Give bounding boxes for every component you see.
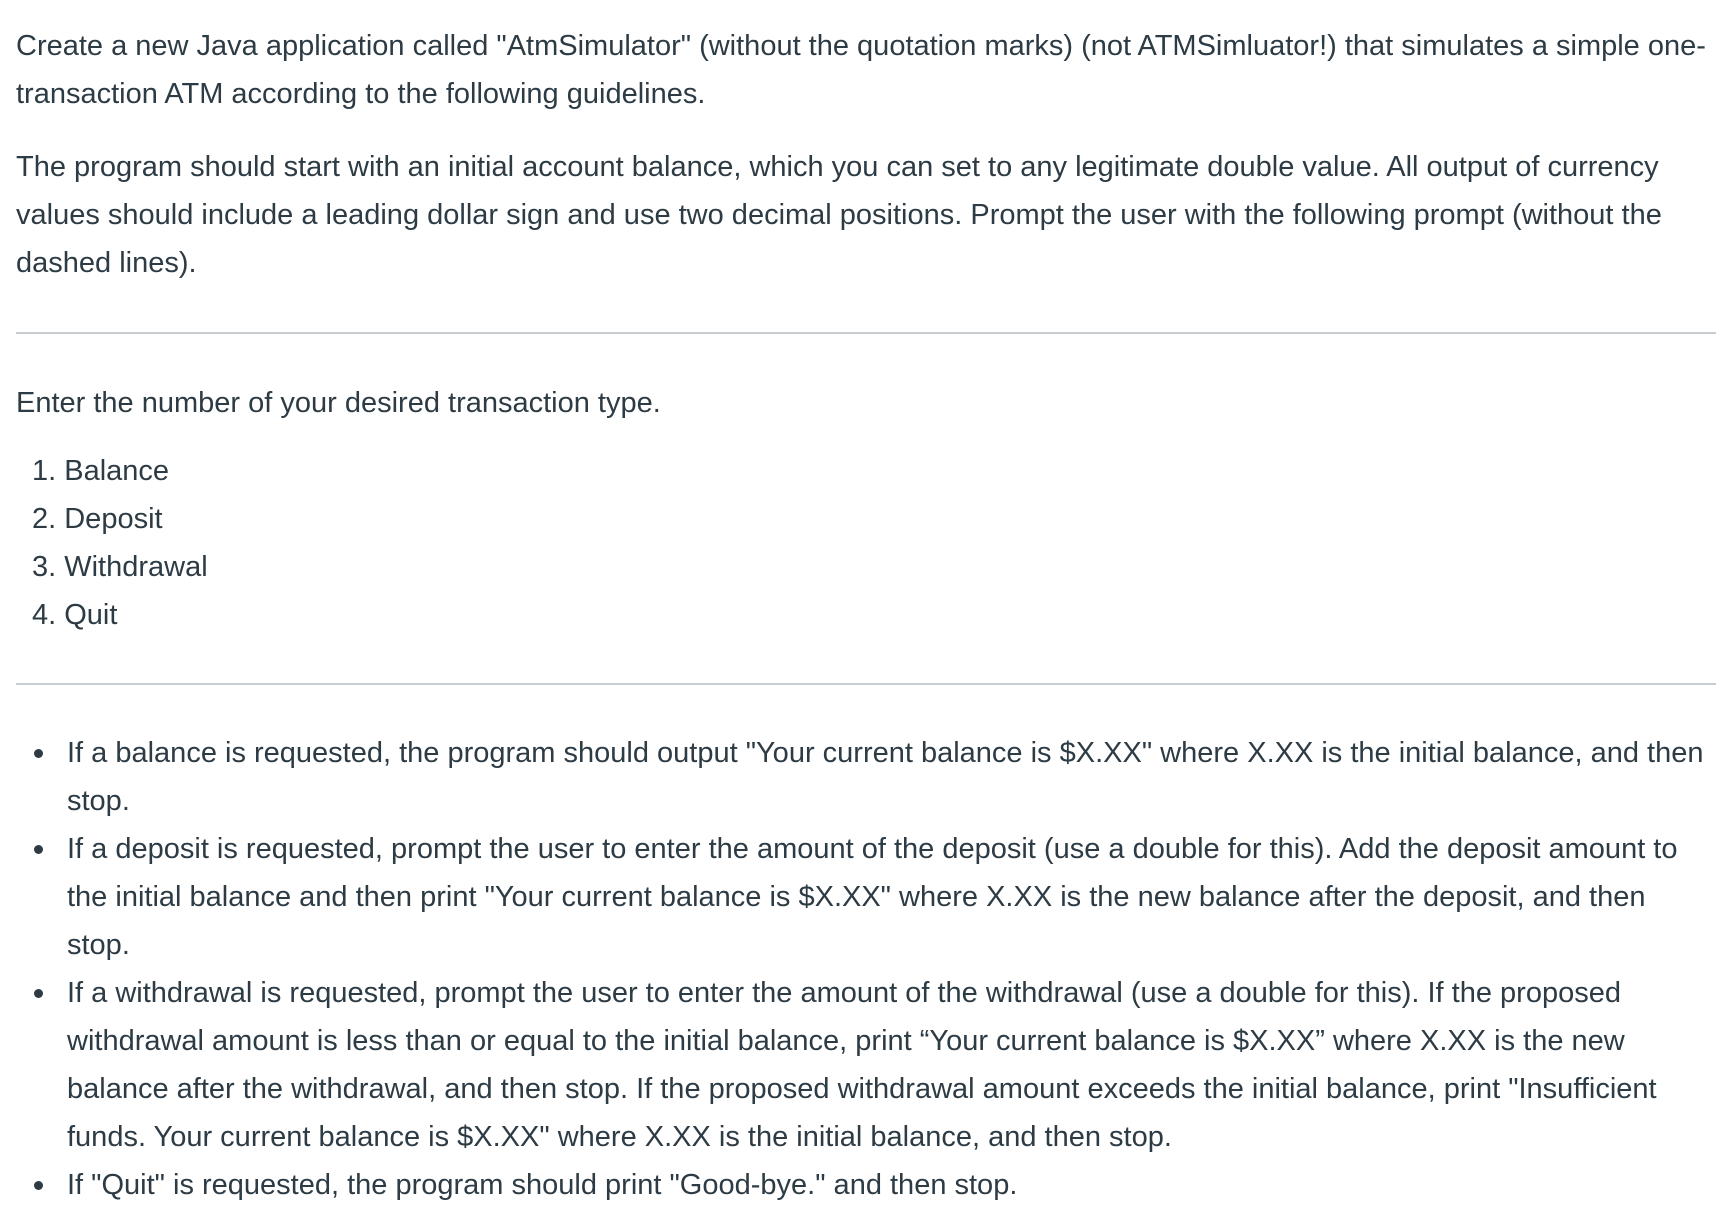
intro-paragraph-1: Create a new Java application called "AtmSimulator" (without the quotation marks) (not ATMSimluator!) that simulates a simple one-transaction ATM according to the following guidelines. — [16, 30, 1706, 110]
rules-list — [16, 729, 1716, 1209]
rule-item-balance — [16, 729, 1716, 825]
divider-bottom — [16, 683, 1716, 685]
bullet-icon — [34, 989, 43, 998]
rule-text: If a deposit is requested, prompt the user to enter the amount of the deposit (use a double for this). Add the deposit amount to the initial balance and then print "Your current balance is $X.XX" where X.XX is the new balance after the deposit, and then stop. — [67, 833, 1678, 961]
menu-option-deposit: 2. Deposit — [32, 503, 163, 535]
bullet-icon — [34, 749, 43, 758]
rule-item-quit — [16, 1161, 1716, 1209]
rule-text: If a withdrawal is requested, prompt the user to enter the amount of the withdrawal (use a double for this). If the proposed withdrawal amount is less than or equal to the initial balance, print “Your current balance is $X.XX” where X.XX is the new balance after the withdrawal, and then stop. If the proposed withdrawal amount exceeds the initial balance, print "Insufficient funds. Your current balance is $X.XX" where X.XX is the initial balance, and then stop. — [67, 977, 1657, 1153]
divider-top — [16, 332, 1716, 334]
assignment-content — [16, 22, 1716, 1209]
rule-text: If "Quit" is requested, the program should print "Good-bye." and then stop. — [67, 1169, 1018, 1201]
menu-option-balance: 1. Balance — [32, 455, 170, 487]
prompt-title: Enter the number of your desired transaction type. — [16, 387, 661, 419]
rule-text: If a balance is requested, the program should output "Your current balance is $X.XX" where X.XX is the initial balance, and then stop. — [67, 737, 1704, 817]
menu-option-quit: 4. Quit — [32, 599, 118, 631]
bullet-icon — [34, 1181, 43, 1190]
bullet-icon — [34, 845, 43, 854]
menu-option-withdrawal: 3. Withdrawal — [32, 551, 208, 583]
transaction-menu — [16, 447, 1716, 639]
rule-item-withdrawal — [16, 969, 1716, 1161]
intro-paragraph-2: The program should start with an initial account balance, which you can set to any legitimate double value. All output of currency values should include a leading dollar sign and use two decimal positions. Prompt the user with the following prompt (without the dashed lines). — [16, 151, 1662, 279]
rule-item-deposit — [16, 825, 1716, 969]
